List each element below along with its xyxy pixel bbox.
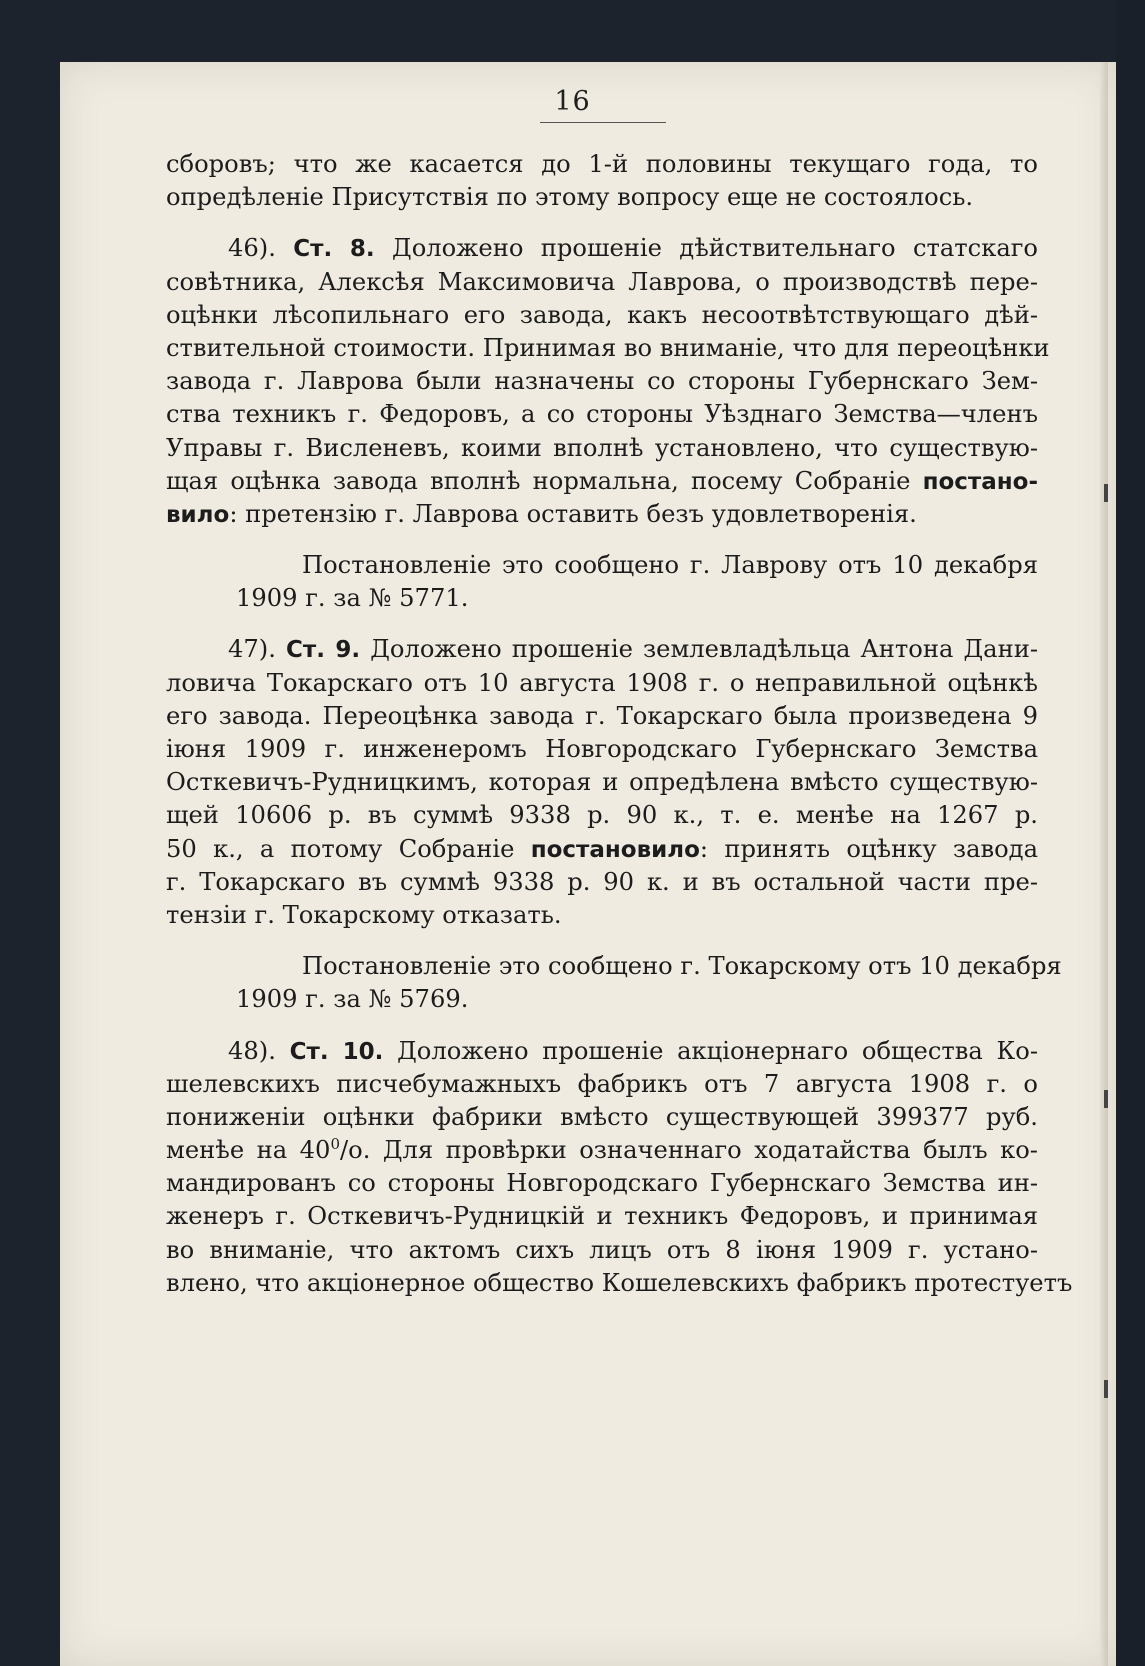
paragraph-47-line: Осткевичъ-Рудницкимъ, которая и опредѣлена вмѣсто существую- [166,768,1038,797]
notice-46-line: 1909 г. за № 5771. [236,584,469,613]
page-body [166,148,1073,1300]
resolution-word: постано- [922,468,1038,495]
paragraph-48-line: пониженіи оцѣнки фабрики вмѣсто существующей 399377 руб. [166,1102,1038,1131]
paragraph-48-line: мандированъ со стороны Новгородскаго Губернскаго Земства ин- [166,1169,1038,1198]
paragraph-46-line: оцѣнки лѣсопильнаго его завода, какъ несоотвѣтствующаго дѣй- [166,300,1038,329]
paragraph-47-line: іюня 1909 г. инженеромъ Новгородскаго Губернскаго Земства [166,735,1038,763]
page-binding-edge [1100,62,1108,1666]
paragraph-47-line: тензіи г. Токарскому отказать. [166,900,562,929]
paragraph-48-line: во вниманіе, что актомъ сихъ лицъ отъ 8 іюня 1909 г. устано- [166,1235,1038,1264]
text-line: опредѣленіе Присутствія по этому вопросу еще не состоялось. [166,183,974,212]
paragraph-48-line: менѣе на $40^0/о$. Для провѣрки означеннаго ходатайства былъ ко- [166,1135,1038,1165]
page-number-rule [540,122,666,123]
paragraph-48-line: 48). Ст. 10. Доложено прошеніе акціонернаго общества Ко- [228,1036,1039,1065]
paragraph-47-line: ловича Токарскаго отъ 10 августа 1908 г. о неправильной оцѣнкѣ [166,668,1038,697]
paragraph-46-line: вило: претензію г. Лаврова оставить безъ удовлетворенія. [166,499,917,528]
paragraph-46-line: Управы г. Висленевъ, коими вполнѣ установлено, что существую- [166,433,1038,462]
page-number: 16 [554,86,591,117]
resolution-word: постановило [530,836,700,863]
article-ref: Ст. 10. [289,1038,384,1065]
paragraph-47-line: 50 к., а потому Собраніе постановило: принять оцѣнку завода [166,834,1038,863]
paragraph-46-line: ства техникъ г. Федоровъ, а со стороны Уѣзднаго Земства—членъ [166,400,1038,429]
item-number: 46). [228,234,294,263]
text-line: сборовъ; что же касается до 1-й половины текущаго года, то [166,150,1038,178]
paragraph-46-line: завода г. Лаврова были назначены со стороны Губернскаго Зем- [166,367,1038,396]
notice-47-line: Постановленіе это сообщено г. Токарскому отъ 10 декабря [302,952,1062,981]
paragraph-46-line: щая оцѣнка завода вполнѣ нормальна, посему Собраніе постано- [166,466,1038,495]
paragraph-48-line: женеръ г. Осткевичъ-Рудницкій и техникъ Федоровъ, и принимая [166,1202,1038,1231]
paragraph-47-line: его завода. Переоцѣнка завода г. Токарскаго была произведена 9 [166,701,1038,730]
article-ref: Ст. 8. [293,236,375,263]
paragraph-46-line: 46). Ст. 8. Доложено прошеніе дѣйствительнаго статскаго [228,234,1038,263]
notice-47-line: 1909 г. за № 5769. [236,985,469,1014]
article-ref: Ст. 9. [286,637,361,664]
paragraph-46-line: совѣтника, Алексѣя Максимовича Лаврова, о производствѣ пере- [166,267,1038,296]
paragraph-46-line: ствительной стоимости. Принимая во вниманіе, что для переоцѣнки [166,333,1050,362]
paragraph-48-line: влено, что акціонерное общество Кошелевскихъ фабрикъ протестуетъ [166,1268,1073,1297]
resolution-word: вило [166,501,230,528]
binding-mark [1104,1090,1108,1108]
paragraph-47-line: 47). Ст. 9. Доложено прошеніе землевладѣльца Антона Дани- [228,635,1039,664]
paragraph-47-line: г. Токарскаго въ суммѣ 9338 р. 90 к. и въ остальной части пре- [166,867,1038,896]
item-number: 48). [228,1036,290,1065]
percent-superscript: 0 [330,1135,340,1153]
paragraph-47-line: щей 10606 р. въ суммѣ 9338 р. 90 к., т. е. менѣе на 1267 р. [166,801,1038,830]
paragraph-48-line: шелевскихъ писчебумажныхъ фабрикъ отъ 7 августа 1908 г. о [166,1069,1038,1098]
item-number: 47). [228,635,287,664]
binding-mark [1104,484,1108,502]
notice-46-line: Постановленіе это сообщено г. Лаврову отъ 10 декабря [302,551,1038,580]
binding-mark [1104,1380,1108,1398]
scanner-edge [1116,0,1145,1666]
